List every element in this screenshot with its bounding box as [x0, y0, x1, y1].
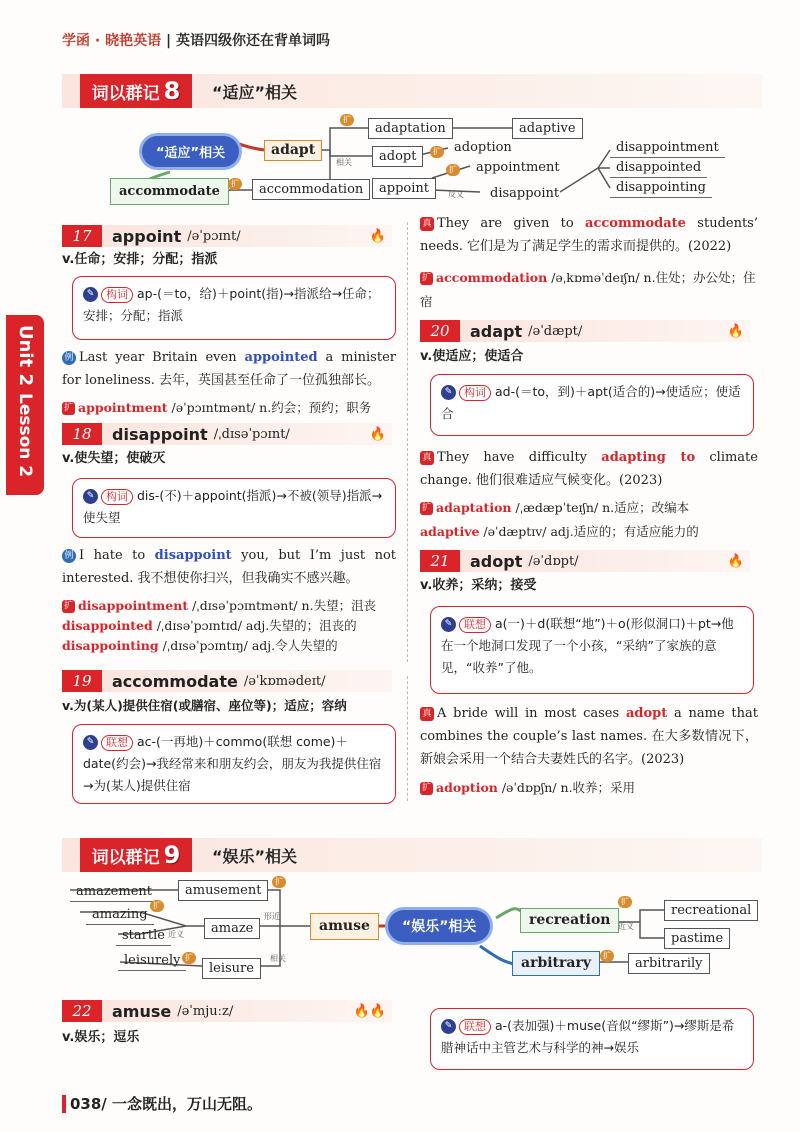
- tip-icon: ✎: [83, 287, 98, 302]
- page-footer: [62, 1093, 262, 1114]
- word-21-der-word: adoption: [436, 780, 498, 795]
- word-19-head: [62, 670, 392, 692]
- word-17-box-text: ap-(＝to，给)＋point(指)→指派给→任命；安排；分配；指派: [83, 286, 380, 323]
- word-17-def: v.任命；安排；分配；指派: [62, 252, 218, 267]
- mm9-recreational: recreational: [664, 900, 758, 921]
- mm8-appoint: appoint: [372, 178, 436, 199]
- mm9-amazing: amazing: [86, 905, 154, 925]
- word-20-head: [420, 320, 750, 342]
- word-17-ex-pre: Last year Britain even: [79, 350, 245, 365]
- word-19-der-word: accommodation: [436, 270, 548, 285]
- word-21-der-rest: /əˈdɒpʃn/ n.收养；采用: [497, 780, 636, 795]
- word-20-d2w: adaptive: [420, 524, 480, 539]
- word-18-box: [72, 478, 396, 538]
- word-20-box: [430, 374, 754, 436]
- mm8-tag-kuo2: 扩: [430, 146, 444, 158]
- mm9-amusement: amusement: [178, 880, 268, 901]
- word-19-box-text: ac-(一再地)＋commo(联想 come)＋date(约会)→我经常来和朋友约会，朋友为我提供住宿→为(某人)提供住宿: [83, 734, 382, 793]
- example-icon: 例: [62, 351, 76, 365]
- word-22-head: [62, 1000, 392, 1022]
- word-18-ex-pre: I hate to: [79, 548, 155, 563]
- mm8-adapt: adapt: [264, 140, 322, 161]
- word-18-der-1: [62, 596, 402, 616]
- section8-tag-text: 词以群记: [91, 83, 160, 104]
- mm8-tag-kuo1: 扩: [340, 114, 354, 126]
- word-18-example: [62, 544, 396, 590]
- mm9-tag-kuo5: 扩: [600, 950, 614, 962]
- word-21-box-label: 联想: [459, 617, 491, 633]
- mm9-tag-similar: 形近: [264, 912, 280, 921]
- mm8-adopt: adopt: [372, 146, 423, 167]
- word-19-example: [420, 212, 758, 258]
- mm9-startle: startle: [116, 926, 171, 946]
- word-18-word: disappoint: [112, 424, 208, 444]
- tip-icon: ✎: [441, 385, 456, 400]
- word-18-def: v.使失望；使破灭: [62, 451, 166, 466]
- word-19-ex-kw: accommodate: [585, 216, 686, 231]
- mm9-pastime: pastime: [664, 928, 730, 949]
- word-19-der-rest: /əˌkɒməˈdeɪʃn/ n.住处；办公处；住宿: [420, 270, 756, 309]
- mm9-recreation: recreation: [520, 908, 619, 933]
- unit-label: Unit 2: [15, 325, 36, 386]
- real-exam-icon: 真: [420, 707, 434, 721]
- mm9-amuse: amuse: [310, 913, 379, 940]
- mm9-tag-related: 相关: [270, 954, 286, 963]
- word-22-def: v.娱乐；逗乐: [62, 1030, 140, 1045]
- mm8-accommodation: accommodation: [252, 179, 370, 200]
- mm8-tag-kuo3: 扩: [446, 164, 460, 176]
- word-18-num: 18: [62, 423, 102, 445]
- section8-tag-num: 8: [163, 77, 181, 105]
- word-17-der-word: appointment: [78, 400, 168, 415]
- section8-title: “适应”相关: [212, 82, 298, 102]
- section8-tag: [80, 74, 192, 108]
- mm9-arbitrary: arbitrary: [512, 951, 600, 976]
- word-21-box: [430, 606, 754, 694]
- mm9-arbitrarily: arbitrarily: [628, 953, 710, 974]
- word-20-box-label: 构词: [459, 385, 491, 401]
- mm9-tag-kuo3: 扩: [182, 952, 196, 964]
- word-20-ex-post: climate change. 他们很难适应气候变化。(2023): [420, 450, 758, 488]
- word-20-der-1: [420, 496, 758, 520]
- word-20-def: v.使适应；使适合: [420, 349, 524, 364]
- mindmap8-center: “适应”相关: [142, 136, 239, 167]
- mm9-tag-synonym: 近义: [168, 930, 184, 939]
- word-18-ex-post: you, but I’m just not interested. 我不想使你扫兴，但我确实不感兴趣。: [62, 548, 397, 586]
- mm9-tag-kuo4: 扩: [618, 896, 632, 908]
- word-21-derivative: [420, 778, 758, 798]
- word-18-der-3: [62, 636, 402, 656]
- section9-tag-text: 词以群记: [91, 847, 160, 868]
- extend-icon: 扩: [63, 403, 73, 413]
- word-20-example: [420, 446, 758, 492]
- example-icon: 例: [62, 549, 76, 563]
- word-19-phon: /əˈkɒmədeɪt/: [243, 673, 326, 689]
- fire-icon: 🔥: [727, 323, 744, 339]
- mm8-adoption: adoption: [454, 140, 512, 155]
- word-20-ex-kw: adapting to: [601, 450, 696, 465]
- word-18-box-label: 构词: [101, 489, 133, 505]
- word-22-phon: /əˈmjuːz/: [177, 1003, 234, 1019]
- real-exam-icon: 真: [420, 451, 434, 465]
- section9-tag-num: 9: [163, 841, 181, 869]
- word-19-box-label: 联想: [101, 735, 133, 751]
- mm8-disappointing: disappointing: [610, 178, 712, 198]
- word-22-box-label: 联想: [459, 1019, 491, 1035]
- word-18-d3w: disappointing: [62, 638, 159, 653]
- word-17-num: 17: [62, 225, 102, 247]
- mm8-adaptive: adaptive: [512, 118, 583, 139]
- word-18-phon: /ˌdɪsəˈpɔɪnt/: [213, 426, 290, 442]
- mm8-tag-antonym: 反义: [448, 190, 464, 199]
- word-17-ex-post: a minister for loneliness. 去年，英国甚至任命了一位孤独部长。: [62, 350, 396, 388]
- tip-icon: ✎: [441, 617, 456, 632]
- mm9-tag-kuo2: 扩: [150, 900, 164, 912]
- word-18-d2w: disappointed: [62, 618, 153, 633]
- footer-motto: 一念既出，万山无阻。: [112, 1095, 263, 1113]
- page-number: 038/: [62, 1095, 107, 1113]
- word-22-word: amuse: [112, 1001, 172, 1021]
- word-19-word: accommodate: [112, 671, 238, 691]
- mindmap9-center: “娱乐”相关: [388, 910, 490, 942]
- word-20-word: adapt: [470, 321, 523, 341]
- word-20-d1r: /ˌædæpˈteɪʃn/ n.适应；改编本: [511, 500, 690, 515]
- mm9-amaze: amaze: [204, 918, 260, 939]
- header-title: 英语四级你还在背单词吗: [175, 33, 330, 49]
- page-header: 学函 · 晓艳英语 | 英语四级你还在背单词吗: [62, 33, 330, 49]
- word-21-word: adopt: [470, 551, 523, 571]
- word-17-word: appoint: [112, 226, 182, 246]
- mm8-accommodate: accommodate: [110, 178, 229, 205]
- word-17-phon: /əˈpɔɪnt/: [187, 228, 241, 244]
- mm8-disappointed: disappointed: [610, 158, 707, 178]
- word-20-der-2: [420, 520, 758, 544]
- word-18-ex-kw: disappoint: [154, 548, 232, 563]
- word-20-d2r: /əˈdæptɪv/ adj.适应的；有适应能力的: [479, 524, 699, 539]
- column-divider: [407, 222, 408, 662]
- word-21-ex-kw: adopt: [625, 706, 668, 721]
- word-17-box: [72, 276, 396, 340]
- word-18-d1w: disappointment: [78, 598, 189, 613]
- word-18-d2r: /ˌdɪsəˈpɔɪntɪd/ adj.失望的；沮丧的: [152, 618, 357, 633]
- word-21-ex-post: a name that combines the couple’s last names. 在大多数情况下，新娘会采用一个结合夫妻姓氏的名字。(2023): [420, 706, 758, 767]
- word-19-num: 19: [62, 670, 102, 692]
- column-divider: [407, 676, 408, 801]
- fire-icon: 🔥: [369, 228, 386, 244]
- mm8-disappoint: disappoint: [490, 186, 560, 201]
- word-20-d1w: adaptation: [436, 500, 512, 515]
- fire-icon: 🔥: [369, 426, 386, 442]
- real-exam-icon: 真: [420, 217, 434, 231]
- mm9-tag-synonym2: 近义: [618, 922, 634, 931]
- word-21-num: 21: [420, 550, 460, 572]
- word-21-phon: /əˈdɒpt/: [528, 553, 579, 569]
- unit-tab: [6, 315, 44, 495]
- word-21-head: [420, 550, 750, 572]
- mm9-amazement: amazement: [70, 882, 158, 902]
- extend-icon: 扩: [421, 273, 431, 283]
- word-19-ex-post: students’ needs. 它们是为了满足学生的需求而提供的。(2022): [420, 216, 758, 254]
- word-17-derivative: [62, 398, 402, 418]
- word-17-head: [62, 225, 392, 247]
- tip-icon: ✎: [441, 1019, 456, 1034]
- word-18-d3r: /ˌdɪsəˈpɔɪntɪŋ/ adj.令人失望的: [158, 638, 338, 653]
- word-20-derivatives: [420, 496, 758, 544]
- word-22-box-text: a-(表加强)＋muse(音似“缪斯”)→缪斯是希腊神话中主管艺术与科学的神→娱乐: [441, 1018, 735, 1055]
- word-17-example: [62, 346, 396, 392]
- section9-tag: [80, 838, 192, 872]
- word-18-box-text: dis-(不)＋appoint(指派)→不被(领导)指派→使失望: [83, 488, 383, 525]
- mm8-tag-kuo4: 扩: [228, 178, 242, 190]
- word-20-num: 20: [420, 320, 460, 342]
- word-22-box: [430, 1008, 754, 1070]
- word-18-d1r: /ˌdɪsəˈpɔɪntmənt/ n.失望；沮丧: [188, 598, 377, 613]
- word-20-phon: /əˈdæpt/: [528, 323, 583, 339]
- section9-title: “娱乐”相关: [212, 846, 298, 866]
- mm9-leisure: leisure: [202, 958, 261, 979]
- mm9-tag-kuo1: 扩: [272, 876, 286, 888]
- tip-icon: ✎: [83, 735, 98, 750]
- word-17-ex-kw: appointed: [244, 350, 318, 365]
- word-19-def: v.为(某人)提供住宿(或膳宿、座位等)；适应；容纳: [62, 698, 347, 713]
- word-18-derivatives: [62, 596, 402, 656]
- word-21-example: [420, 702, 758, 771]
- word-17-box-label: 构词: [101, 287, 133, 303]
- word-20-box-text: ad-(＝to，到)＋apt(适合的)→使适应；使适合: [441, 384, 741, 421]
- word-18-der-2: [62, 616, 402, 636]
- word-21-box-text: a(一)＋d(联想“地”)＋o(形似洞口)＋pt→他在一个地洞口发现了一个小孩，“采纳”了家族的意见，“收养”了他。: [441, 616, 734, 675]
- word-21-ex-pre: A bride will in most cases: [437, 706, 626, 721]
- lesson-label: Lesson 2: [15, 393, 35, 478]
- mm9-leisurely: leisurely: [118, 951, 186, 971]
- word-22-num: 22: [62, 1000, 102, 1022]
- extend-icon: 扩: [421, 783, 431, 793]
- mm8-disappointment: disappointment: [610, 138, 725, 158]
- word-18-head: [62, 423, 392, 445]
- fire-icon: 🔥: [727, 553, 744, 569]
- mm8-tag-related: 相关: [336, 158, 352, 167]
- word-19-box: [72, 724, 396, 804]
- word-17-der-rest: /əˈpɔɪntmənt/ n.约会；预约；职务: [167, 400, 372, 415]
- mm8-adaptation: adaptation: [368, 118, 453, 139]
- extend-icon: 扩: [63, 601, 73, 611]
- word-20-ex-pre: They have difficulty: [437, 450, 602, 465]
- word-19-ex-pre: They are given to: [437, 216, 586, 231]
- word-21-def: v.收养；采纳；接受: [420, 578, 537, 593]
- fire-icon: 🔥🔥: [353, 1003, 386, 1019]
- extend-icon: 扩: [421, 503, 431, 513]
- header-brand: 学函 · 晓艳英语: [62, 33, 162, 49]
- mm8-appointment: appointment: [476, 160, 560, 175]
- word-19-derivative: [420, 266, 758, 314]
- tip-icon: ✎: [83, 489, 98, 504]
